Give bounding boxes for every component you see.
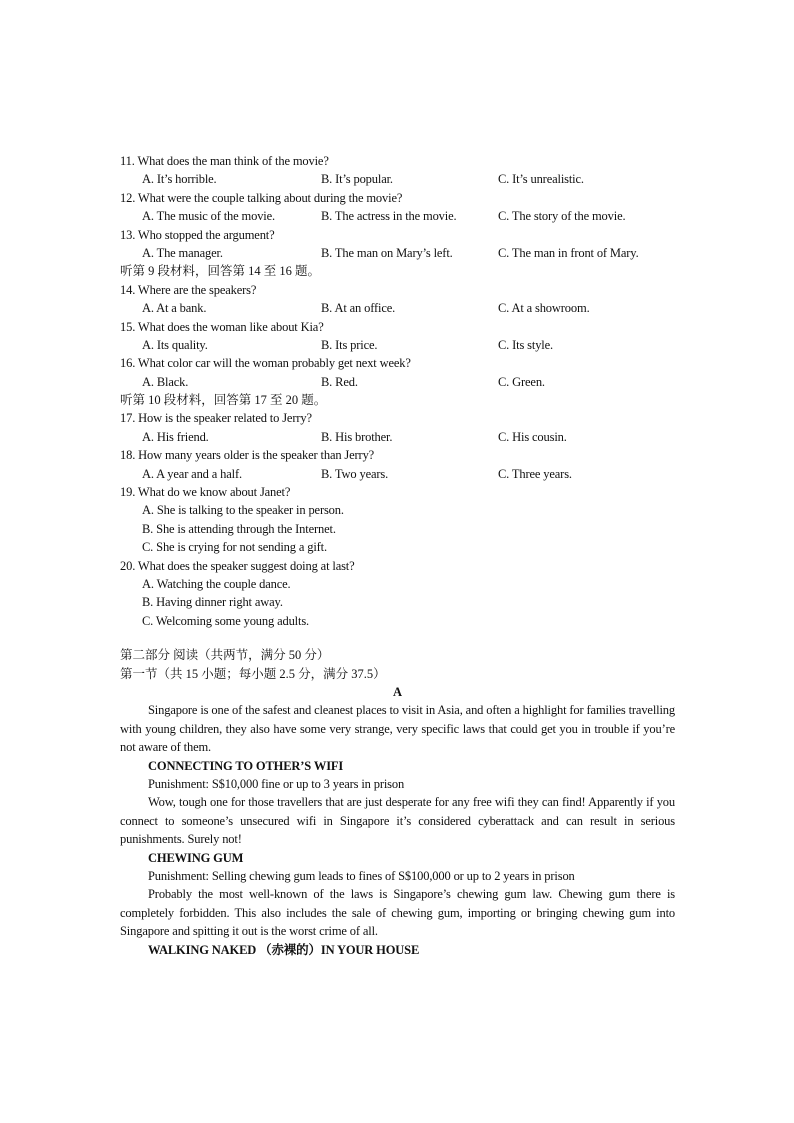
question-15: 15. What does the woman like about Kia? — [120, 319, 324, 334]
option-c: C. She is crying for not sending a gift. — [142, 540, 327, 555]
option-a: A. The manager. — [142, 245, 223, 260]
question-12: 12. What were the couple talking about during the movie? — [120, 190, 403, 205]
options-16 — [120, 373, 675, 391]
options-13 — [120, 244, 675, 262]
option-b: B. Having dinner right away. — [142, 595, 283, 610]
question-17: 17. How is the speaker related to Jerry? — [120, 411, 312, 426]
option-c: C. His cousin. — [498, 429, 567, 444]
option-a: A. Its quality. — [142, 337, 208, 352]
passage-letter: A — [393, 684, 402, 699]
question-20: 20. What does the speaker suggest doing at last? — [120, 558, 355, 573]
option-b: B. His brother. — [321, 429, 393, 444]
option-b: B. The man on Mary’s left. — [321, 245, 453, 260]
option-a: A. A year and a half. — [142, 466, 242, 481]
question-11: 11. What does the man think of the movie? — [120, 154, 329, 168]
law-1-punishment: Punishment: S$10,000 fine or up to 3 years in prison — [148, 776, 405, 791]
option-a: A. His friend. — [142, 429, 209, 444]
law-1-heading: CONNECTING TO OTHER’S WIFI — [148, 758, 344, 773]
law-2-punishment: Punishment: Selling chewing gum leads to fines of S$100,000 or up to 2 years in prison — [148, 868, 575, 883]
passage-intro: Singapore is one of the safest and cleanest places to visit in Asia, and often a highlight for families travelling with young children, they also have some very strange, very specific laws that could get you in trouble if you’re not aware of them. — [120, 703, 675, 755]
listening-instruction-10: 听第 10 段材料，回答第 17 至 20 题。 — [120, 393, 327, 408]
law-3-heading: WALKING NAKED （赤裸的）IN YOUR HOUSE — [148, 942, 420, 957]
option-b: B. At an office. — [321, 301, 396, 316]
options-17 — [120, 428, 675, 446]
option-b: B. Red. — [321, 374, 358, 389]
section-title: 第一节（共 15 小题；每小题 2.5 分，满分 37.5） — [120, 666, 386, 681]
options-18 — [120, 465, 675, 483]
option-c: C. Welcoming some young adults. — [142, 613, 310, 628]
question-13: 13. Who stopped the argument? — [120, 227, 275, 242]
option-c: C. It’s unrealistic. — [498, 172, 584, 187]
options-11 — [120, 170, 675, 188]
law-2-text: Probably the most well-known of the laws is Singapore’s chewing gum law. Chewing gum there is completely forbidden. This also includes the sale of chewing gum, importing or bringing chewing gum into Singapore and spitting it out is the worst crime of all. — [120, 887, 675, 939]
options-15 — [120, 336, 675, 354]
section-gap — [120, 630, 675, 646]
question-14: 14. Where are the speakers? — [120, 282, 257, 297]
law-1-text: Wow, tough one for those travellers that are just desperate for any free wifi they can find! Apparently if you connect to someone’s unsecured wifi in Singapore it’s considered cyberattack and can result in serious punishments. Surely not! — [120, 795, 675, 847]
option-a: A. Black. — [142, 374, 189, 389]
question-18: 18. How many years older is the speaker than Jerry? — [120, 448, 375, 463]
option-b: B. She is attending through the Internet. — [142, 521, 336, 536]
options-12 — [120, 207, 675, 225]
listening-instruction-9: 听第 9 段材料，回答第 14 至 16 题。 — [120, 264, 321, 279]
option-a: A. The music of the movie. — [142, 209, 275, 224]
options-14 — [120, 299, 675, 317]
option-b: B. Two years. — [321, 466, 389, 481]
law-2-heading: CHEWING GUM — [148, 850, 244, 865]
option-c: C. The man in front of Mary. — [498, 245, 639, 260]
option-c: C. Three years. — [498, 466, 572, 481]
question-16: 16. What color car will the woman probably get next week? — [120, 356, 411, 371]
option-c: C. At a showroom. — [498, 301, 590, 316]
option-a: A. It’s horrible. — [142, 172, 217, 187]
page-content — [120, 152, 675, 959]
part-title: 第二部分 阅读（共两节，满分 50 分） — [120, 648, 330, 663]
option-b: B. The actress in the movie. — [321, 209, 457, 224]
option-b: B. It’s popular. — [321, 172, 393, 187]
option-a: A. She is talking to the speaker in person. — [142, 503, 344, 518]
option-c: C. Its style. — [498, 337, 553, 352]
option-b: B. Its price. — [321, 337, 378, 352]
option-c: C. Green. — [498, 374, 545, 389]
option-a: A. At a bank. — [142, 301, 207, 316]
question-19: 19. What do we know about Janet? — [120, 485, 291, 500]
option-a: A. Watching the couple dance. — [142, 576, 291, 591]
option-c: C. The story of the movie. — [498, 209, 626, 224]
